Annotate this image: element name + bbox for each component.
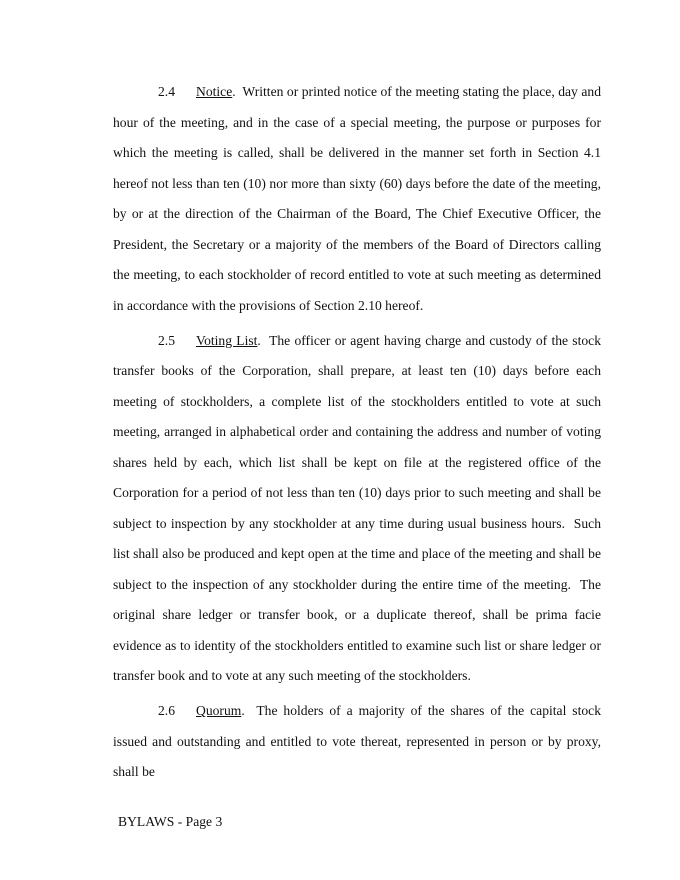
document-text-block (113, 77, 605, 792)
page-footer: BYLAWS - Page 3 (118, 814, 223, 829)
section-number: 2.5 (158, 332, 175, 348)
section-heading: Quorum (196, 703, 242, 718)
section-heading: Voting List (196, 332, 258, 348)
section-body-text: . Written or printed notice of the meeting stating the place, day and hour of the meeting, and in the case of a special meeting, the purpose or purposes for which the meeting is called, shall be delivered in the manner set forth in Section 4.1 hereof not less than ten (10) nor more than sixty (60) days before the date of the meeting, by or at the direction of the Chairman of the Board, The Chief Executive Officer, the President, the Secretary or a majority of the members of the Board of Directors calling the meeting, to each stockholder of record entitled to vote at such meeting as determined in accordance with the provisions of Section 2.10 hereof. (113, 84, 605, 313)
section-number: 2.4 (158, 84, 175, 99)
section-number: 2.6 (158, 703, 175, 718)
section-heading: Notice (196, 84, 233, 99)
section-paragraph-2-4 (113, 77, 605, 321)
section-body-text: . The officer or agent having charge and custody of the stock transfer books of the Corporation, shall prepare, at least ten (10) days before each meeting of stockholders, a complete list of the stockholders entitled to vote at such meeting, arranged in alphabetical order and containing the address and number of voting shares held by each, which list shall be kept on file at the registered office of the Corporation for a period of not less than ten (10) days prior to such meeting and shall be subject to inspection by any stockholder at any time during usual business hours. Such list shall also be produced and kept open at the time and place of the meeting and shall be subject to the inspection of any stockholder during the entire time of the meeting. The original share ledger or transfer book, or a duplicate thereof, shall be prima facie evidence as to identity of the stockholders entitled to examine such list or share ledger or transfer book and to vote at any such meeting of the stockholders. (113, 332, 605, 683)
section-body-text: . The holders of a majority of the shares of the capital stock issued and outstanding and entitled to vote thereat, represented in person or by proxy, shall be (113, 703, 605, 779)
section-paragraph-2-6 (113, 696, 605, 788)
section-paragraph-2-5 (113, 326, 605, 692)
